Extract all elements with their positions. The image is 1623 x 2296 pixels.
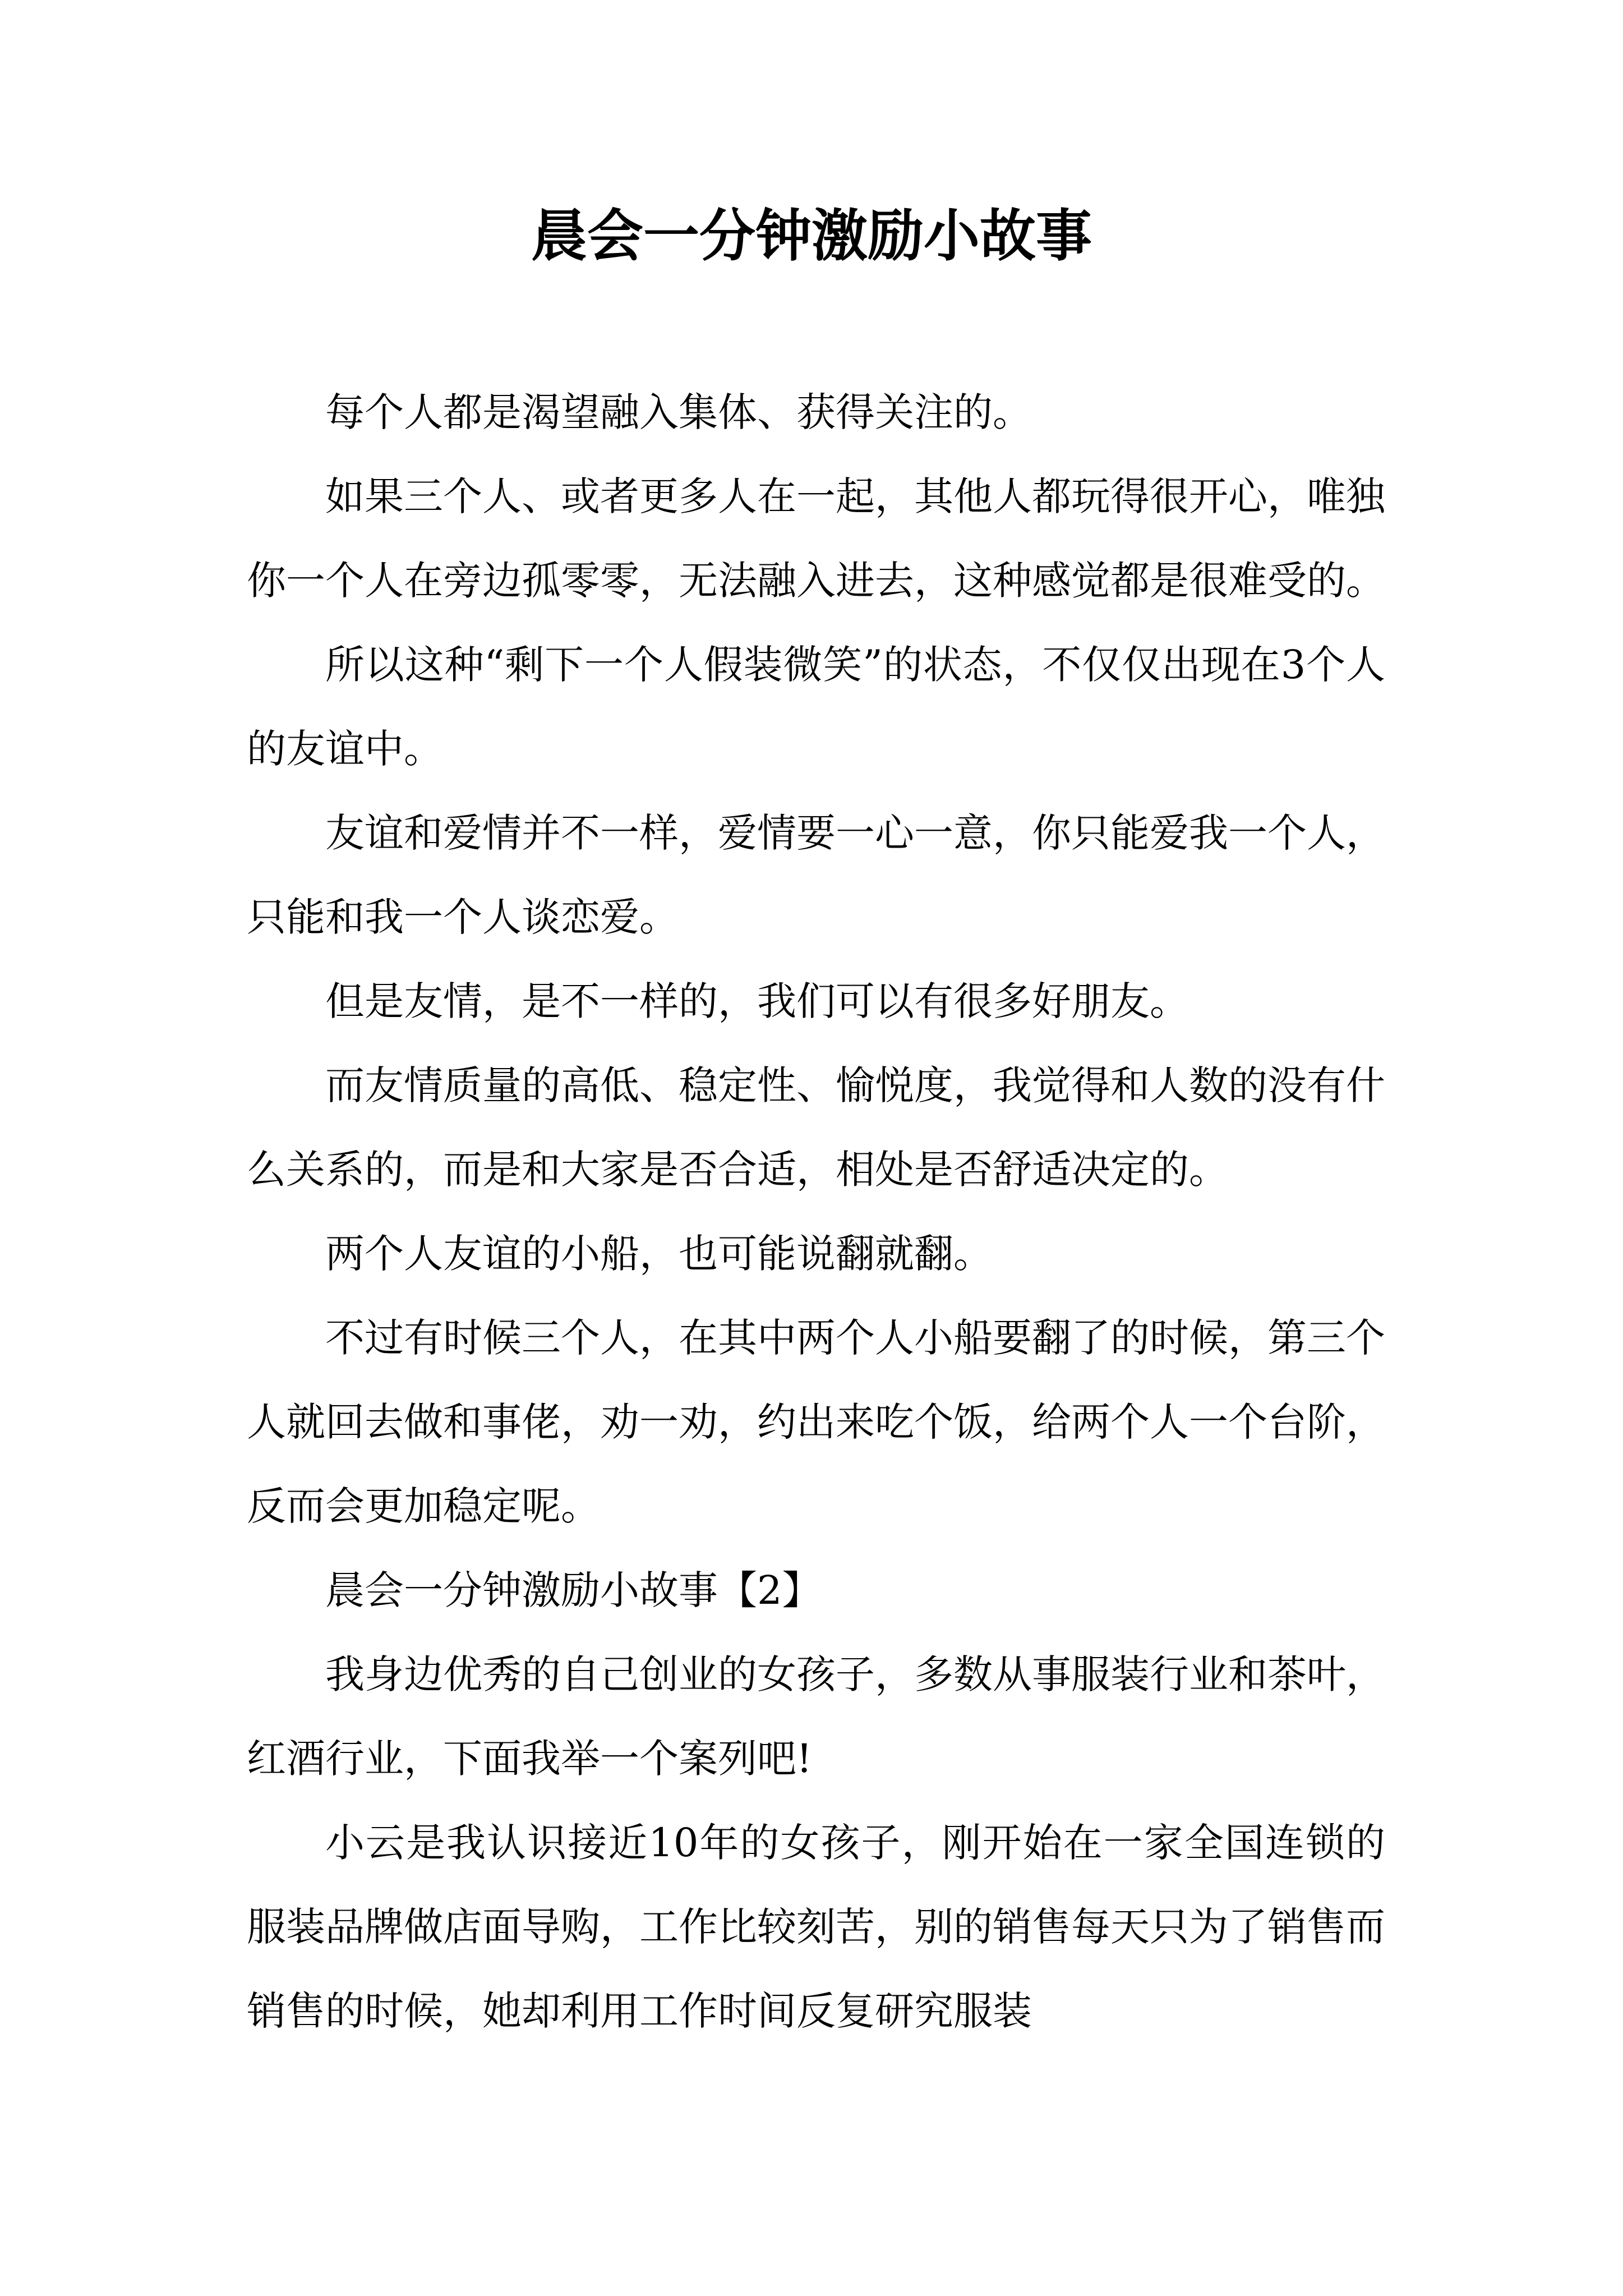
paragraph: 我身边优秀的自己创业的女孩子，多数从事服装行业和茶叶，红酒行业，下面我举一个案列吧! bbox=[247, 1651, 1385, 1782]
paragraph: 而友情质量的高低、稳定性、愉悦度，我觉得和人数的没有什么关系的，而是和大家是否合适，相处是否舒适决定的。 bbox=[247, 1062, 1385, 1193]
paragraph: 小云是我认识接近10年的女孩子，刚开始在一家全国连锁的服装品牌做店面导购，工作比较刻苦，别的销售每天只为了销售而销售的时候，她却利用工作时间反复研究服装 bbox=[247, 1820, 1385, 2034]
paragraph: 但是友情，是不一样的，我们可以有很多好朋友。 bbox=[325, 978, 1189, 1024]
paragraph: 不过有时候三个人，在其中两个人小船要翻了的时候，第三个人就回去做和事佬，劝一劝，约出来吃个饭，给两个人一个台阶，反而会更加稳定呢。 bbox=[247, 1315, 1385, 1529]
paragraph: 每个人都是渴望融入集体、获得关注的。 bbox=[325, 389, 1032, 435]
paragraph: 友谊和爱情并不一样，爱情要一心一意，你只能爱我一个人，只能和我一个人谈恋爱。 bbox=[247, 810, 1385, 940]
document-body bbox=[247, 370, 1385, 2053]
section-heading: 晨会一分钟激励小故事【2】 bbox=[325, 1567, 822, 1613]
paragraph: 如果三个人、或者更多人在一起，其他人都玩得很开心，唯独你一个人在旁边孤零零，无法融入进去，这种感觉都是很难受的。 bbox=[247, 473, 1385, 604]
paragraph: 两个人友谊的小船，也可能说翻就翻。 bbox=[325, 1231, 993, 1277]
document-title: 晨会一分钟激励小故事 bbox=[531, 203, 1092, 269]
paragraph: 所以这种“剩下一个人假装微笑”的状态，不仅仅出现在3个人的友谊中。 bbox=[247, 642, 1385, 772]
